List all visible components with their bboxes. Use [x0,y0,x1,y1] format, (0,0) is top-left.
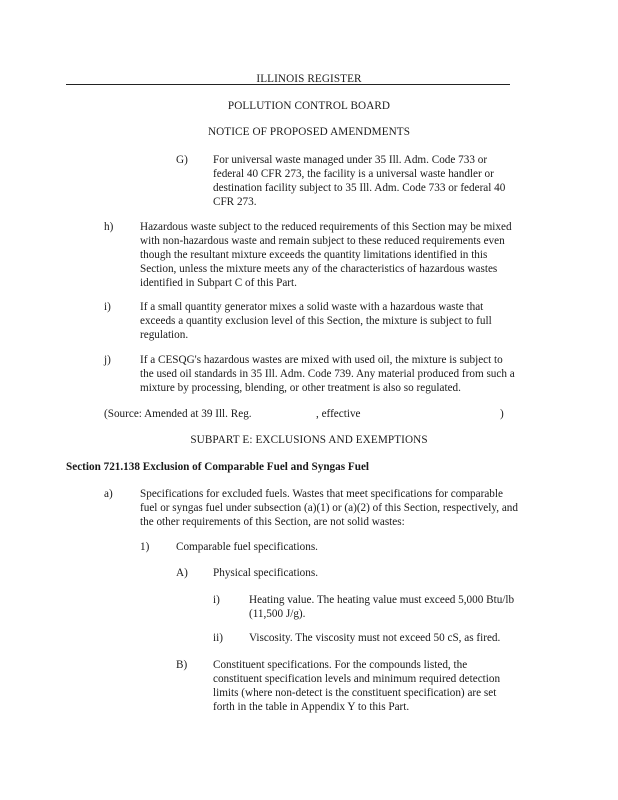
item-g-text: For universal waste managed under 35 Ill. Adm. Code 733 or federal 40 CFR 273, the facility is a universal waste handler or destination facility subject to 35 Ill. Adm. Code 733 or federal 40 CFR 273. [213,154,506,208]
item-g-label: G) [176,154,188,166]
item-B-text: Constituent specifications. For the compounds listed, the constituent specification levels and minimum required detection limits (where non-detect is the constituent specification) are set forth in the table in Appendix Y to this Part. [213,659,501,713]
item-1-label: 1) [140,541,150,553]
item-A-label: A) [176,567,188,579]
item-h-label: h) [104,221,114,233]
item-B-label: B) [176,659,188,671]
register-header: ILLINOIS REGISTER [256,73,362,85]
board-header: POLLUTION CONTROL BOARD [227,100,391,112]
item-j-text: If a CESQG's hazardous wastes are mixed with used oil, the mixture is subject to the used oil standards in 35 Ill. Adm. Code 739. Any material produced from such a mixture by processing, blending, or other treatment is also so regulated. [140,354,515,394]
item-roman-ii-label: ii) [213,632,223,644]
item-A-text: Physical specifications. [213,567,319,579]
source-right: ) [500,408,504,420]
item-1-text: Comparable fuel specifications. [176,541,318,553]
source-left: (Source: Amended at 39 Ill. Reg. [104,408,252,420]
source-middle: , effective [316,408,361,420]
item-i-label: i) [104,301,111,313]
item-roman-i-label: i) [213,594,220,606]
item-i-text: If a small quantity generator mixes a solid waste with a hazardous waste that exceeds a quantity exclusion level of this Section, the mixture is subject to full regulation. [140,301,492,341]
section-a-text: Specifications for excluded fuels. Wastes that meet specifications for comparable fuel or syngas fuel under subsection (a)(1) or (a)(2) of this Section, respectively, and the other requirements of this Section, are not solid wastes: [140,488,518,528]
item-h-text: Hazardous waste subject to the reduced requirements of this Section may be mixed with non-hazardous waste and remain subject to these reduced requirements even though the resultant mixture exceeds the quantity limitations identified in this Section, unless the mixture meets any of the characteristics of hazardous wastes identified in Subpart C of this Part. [140,221,512,289]
notice-header: NOTICE OF PROPOSED AMENDMENTS [207,126,411,138]
item-roman-ii-text: Viscosity. The viscosity must not exceed 50 cS, as fired. [249,632,501,644]
section-title: Section 721.138 Exclusion of Comparable Fuel and Syngas Fuel [66,461,370,473]
subpart-heading: SUBPART E: EXCLUSIONS AND EXEMPTIONS [190,434,428,446]
item-j-label: j) [104,354,111,366]
item-roman-i-text: Heating value. The heating value must exceed 5,000 Btu/lb (11,500 J/g). [249,594,515,620]
section-a-label: a) [104,488,113,500]
header-rule [66,84,510,85]
